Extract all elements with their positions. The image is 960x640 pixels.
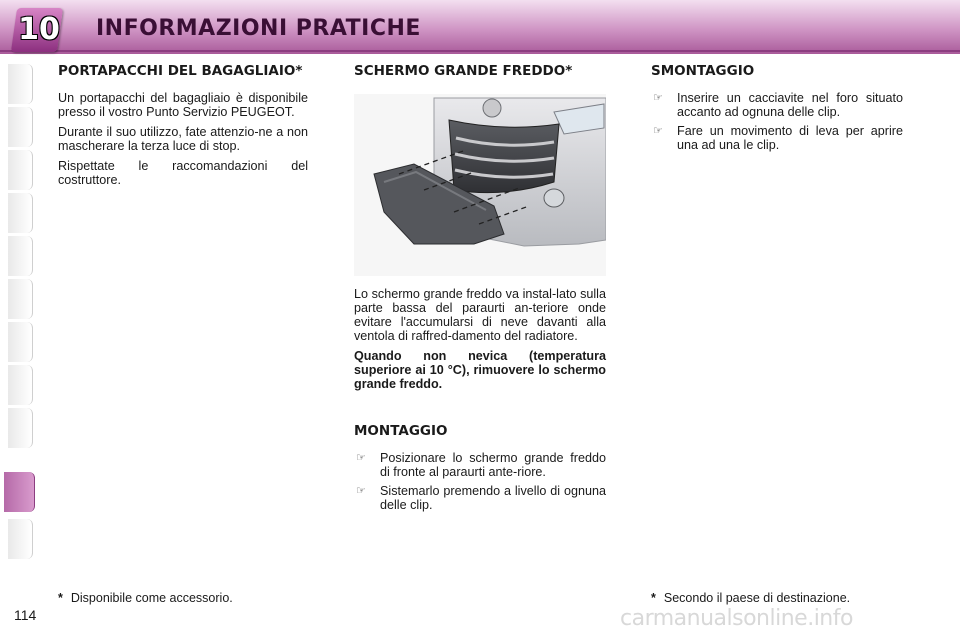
assembly-title: MONTAGGIO xyxy=(354,423,448,439)
warning-paragraph: Quando non nevica (temperatura superiore ai 10 °C), rimuovere lo schermo grande freddo. xyxy=(354,349,606,391)
footnote-text: Secondo il paese di destinazione. xyxy=(663,591,851,605)
pointing-hand-icon: ☞ xyxy=(356,485,366,497)
cold-screen-description xyxy=(354,287,606,397)
list-item: ☞ Posizionare lo schermo grande freddo di fronte al paraurti ante-riore. xyxy=(356,451,606,479)
paragraph: Durante il suo utilizzo, fate attenzio-ne a non mascherare la terza luce di stop. xyxy=(58,125,308,153)
cold-screen-title: SCHERMO GRANDE FREDDO* xyxy=(354,63,573,79)
chapter-tab[interactable] xyxy=(8,519,33,559)
paragraph: Un portapacchi del bagagliaio è disponibile presso il vostro Punto Servizio PEUGEOT. xyxy=(58,91,308,119)
luggage-rack-title: PORTAPACCHI DEL BAGAGLIAIO* xyxy=(58,63,303,79)
disassembly-section xyxy=(651,62,903,157)
chapter-tab[interactable] xyxy=(8,150,33,190)
header-divider xyxy=(0,50,960,52)
pointing-hand-icon: ☞ xyxy=(653,125,663,137)
page-title: INFORMAZIONI PRATICHE xyxy=(96,16,421,41)
list-item: ☞ Inserire un cacciavite nel foro situato accanto ad ognuna delle clip. xyxy=(653,91,903,119)
car-front-grille-cover-illustration xyxy=(354,94,606,276)
page-number: 114 xyxy=(14,607,37,623)
paragraph: Lo schermo grande freddo va instal-lato sulla parte bassa del paraurti an-teriore onde evitare l'accumularsi di neve davanti alla ventola di raffred-damento del radiatore. xyxy=(354,287,606,343)
chapter-tab[interactable] xyxy=(8,408,33,448)
list-item: ☞ Sistemarlo premendo a livello di ognuna delle clip. xyxy=(356,484,606,512)
pointing-hand-icon: ☞ xyxy=(356,452,366,464)
luggage-rack-section xyxy=(58,62,308,193)
footnote-star: * xyxy=(651,591,656,605)
footnote-right xyxy=(651,591,850,605)
chapter-tab[interactable] xyxy=(8,107,33,147)
footnote-star: * xyxy=(58,591,63,605)
chapter-tab[interactable] xyxy=(8,279,33,319)
pointing-hand-icon: ☞ xyxy=(653,92,663,104)
footnote-left xyxy=(58,591,233,605)
disassembly-title: SMONTAGGIO xyxy=(651,63,755,79)
chapter-tab[interactable] xyxy=(8,236,33,276)
paragraph: Rispettate le raccomandazioni del costruttore. xyxy=(58,159,308,187)
chapter-tab[interactable] xyxy=(8,193,33,233)
watermark: carmanualsonline.info xyxy=(620,606,853,631)
chapter-tab[interactable] xyxy=(8,365,33,405)
chapter-tabs xyxy=(0,64,36,574)
chapter-tab-active[interactable] xyxy=(4,472,35,512)
chapter-tab[interactable] xyxy=(8,64,33,104)
chapter-tab[interactable] xyxy=(8,322,33,362)
cold-screen-section xyxy=(354,62,606,91)
list-item: ☞ Fare un movimento di leva per aprire una ad una le clip. xyxy=(653,124,903,152)
assembly-section xyxy=(354,422,606,517)
chapter-number: 10 xyxy=(18,12,60,47)
footnote-text: Disponibile come accessorio. xyxy=(70,591,233,605)
